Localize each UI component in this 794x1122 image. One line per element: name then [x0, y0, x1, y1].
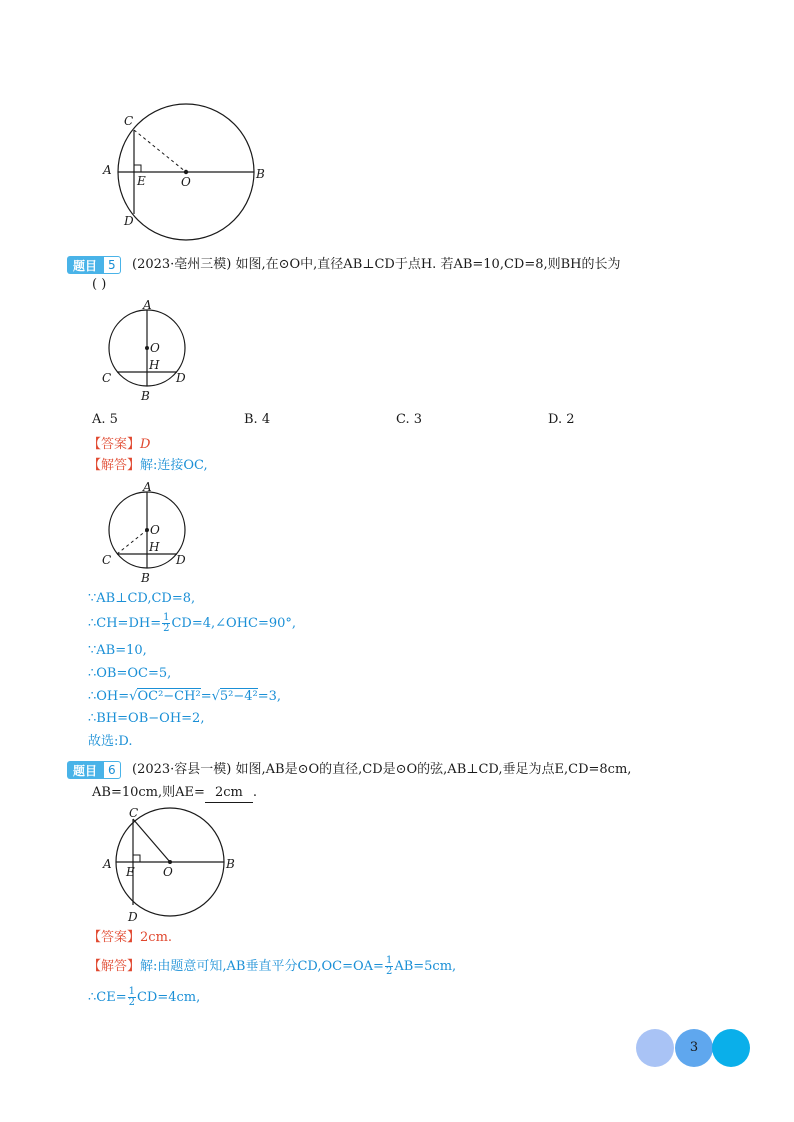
q6-label-b: B	[226, 857, 235, 871]
answer-blank: 2cm	[205, 784, 253, 803]
step-2-tail: CD=4,∠OHC=90°,	[171, 616, 297, 631]
fig1-label-d: D	[124, 214, 134, 228]
step-5-eq: =	[200, 689, 212, 704]
question-badge-5	[67, 256, 121, 274]
answer-value: D	[140, 437, 151, 452]
solution-intro: 解:连接OC,	[140, 458, 208, 473]
q6-stem-line2	[92, 784, 257, 803]
step-3: ∵AB=10,	[88, 643, 147, 658]
fig1-label-a: A	[103, 163, 112, 177]
step-2-lead: ∴CH=DH=	[88, 616, 162, 631]
sqrt-expr-1: OC²−CH²	[137, 689, 201, 704]
q6-label-c: C	[129, 806, 139, 820]
option-a: A. 5	[92, 412, 118, 427]
badge-number: 5	[103, 256, 121, 274]
decor-circle-left	[636, 1029, 674, 1067]
fig1-label-c: C	[124, 114, 134, 128]
sol2-lead: ∴CE=	[88, 990, 127, 1005]
q5s-label-b: B	[141, 571, 150, 585]
q5-answer-paren: ( )	[92, 277, 107, 292]
solution-tag: 【解答】	[88, 458, 141, 473]
q5-solution-intro	[88, 457, 208, 475]
q6-label-e: E	[126, 865, 135, 879]
badge-number: 6	[103, 761, 121, 779]
question-badge-6	[67, 761, 121, 779]
fraction-den: 2	[163, 623, 170, 634]
option-d: D. 2	[548, 412, 575, 427]
q6-label-o: O	[163, 865, 173, 879]
q5s-label-o: O	[150, 523, 160, 537]
page-number-decoration	[636, 1028, 752, 1068]
q5-label-c: C	[102, 371, 112, 385]
page-number: 3	[689, 1040, 699, 1055]
step-4: ∴OB=OC=5,	[88, 666, 172, 681]
step-2	[88, 613, 296, 634]
fraction-half	[128, 987, 136, 1008]
fraction-num: 1	[128, 986, 135, 997]
step-6: ∴BH=OB−OH=2,	[88, 711, 205, 726]
fig1-label-o: O	[181, 175, 191, 189]
step-5-tail: =3,	[257, 689, 282, 704]
fraction-num: 1	[385, 955, 393, 966]
q5-label-d: D	[176, 371, 186, 385]
q5-label-h: H	[149, 358, 160, 372]
fraction-half	[162, 613, 170, 634]
q6-stem-line1: (2023·容县一模) 如图,AB是⊙O的直径,CD是⊙O的弦,AB⊥CD,垂足为点E,CD=8cm,	[132, 762, 632, 777]
option-b: B. 4	[244, 412, 271, 427]
q5-label-b: B	[141, 389, 150, 403]
q5s-label-h: H	[149, 540, 160, 554]
sol1-tail: AB=5cm,	[394, 959, 457, 974]
q6-solution-line2	[88, 987, 200, 1008]
answer-tag: 【答案】	[88, 930, 141, 945]
q5s-label-c: C	[102, 553, 112, 567]
step-7: 故选:D.	[88, 734, 133, 749]
fraction-den: 2	[385, 966, 393, 977]
q6-answer	[88, 929, 172, 947]
q5-answer	[88, 436, 150, 454]
fig1-label-b: B	[256, 167, 265, 181]
step-1: ∵AB⊥CD,CD=8,	[88, 591, 196, 606]
q5s-label-d: D	[176, 553, 186, 567]
q6-label-a: A	[103, 857, 112, 871]
q6-solution-line1	[88, 956, 456, 977]
sqrt-expr-2: 5²−4²	[219, 689, 258, 704]
badge-label: 题目	[67, 761, 103, 779]
sol1-lead: 解:由题意可知,AB垂直平分CD,OC=OA=	[140, 959, 384, 974]
q5-label-o: O	[150, 341, 160, 355]
fig1-label-e: E	[137, 174, 146, 188]
fraction-half	[385, 956, 393, 977]
q5-stem: (2023·亳州三模) 如图,在⊙O中,直径AB⊥CD于点H. 若AB=10,CD=8,则BH的长为	[132, 257, 621, 272]
q5-label-a: A	[143, 298, 152, 312]
fraction-den: 2	[128, 997, 135, 1008]
answer-value: 2cm.	[140, 930, 173, 945]
option-c: C. 3	[396, 412, 423, 427]
sol2-tail: CD=4cm,	[136, 990, 201, 1005]
q6-stem-tail: .	[252, 785, 258, 800]
answer-tag: 【答案】	[88, 437, 141, 452]
decor-circle-right	[712, 1029, 750, 1067]
q6-stem-lead: AB=10cm,则AE=	[92, 785, 205, 800]
q5s-label-a: A	[143, 480, 152, 494]
badge-label: 题目	[67, 256, 103, 274]
q6-label-d: D	[128, 910, 138, 924]
solution-tag: 【解答】	[88, 959, 141, 974]
step-5-lead: ∴OH=	[88, 689, 130, 704]
step-5: ∴OH=√OC²−CH²=√5²−4²=3,	[88, 689, 282, 704]
fraction-num: 1	[163, 612, 170, 623]
